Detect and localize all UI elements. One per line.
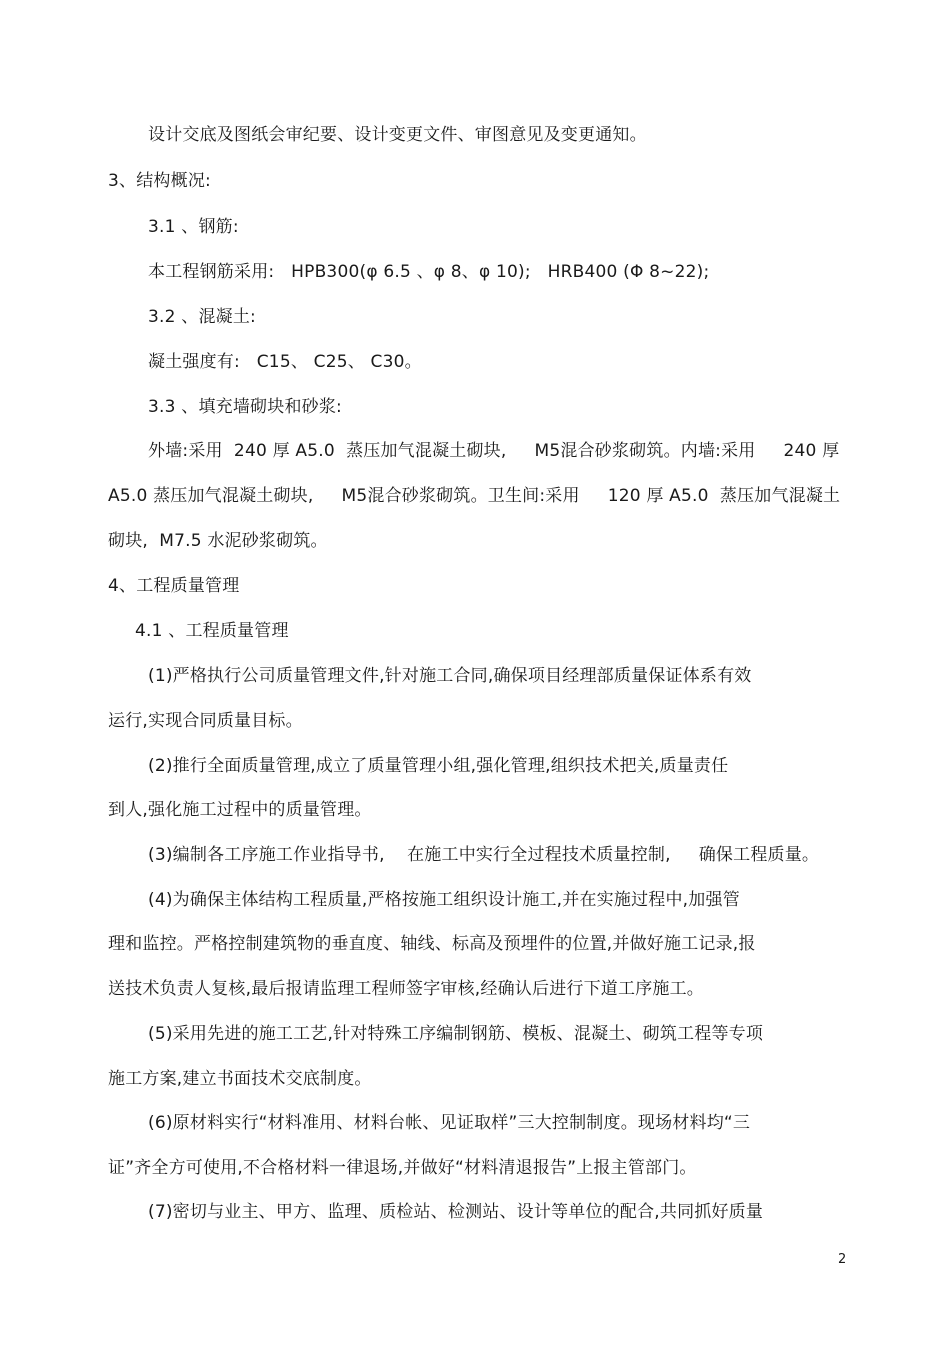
- item-5-line-2: 施工方案,建立书面技术交底制度。: [108, 1069, 372, 1089]
- item-6-line-2: 证”齐全方可使用,不合格材料一律退场,并做好“材料清退报告”上报主管部门。: [108, 1158, 697, 1178]
- subheading-quality-management: 4.1 、工程质量管理: [135, 621, 289, 641]
- paragraph-concrete-strength: 凝土强度有: C15、 C25、 C30。: [148, 352, 422, 372]
- item-7-line-1: (7)密切与业主、甲方、监理、质检站、检测站、设计等单位的配合,共同抓好质量: [148, 1202, 764, 1222]
- item-5-line-1: (5)采用先进的施工工艺,针对特殊工序编制钢筋、模板、混凝土、砌筑工程等专项: [148, 1024, 764, 1044]
- paragraph-infill-line-1: 外墙:采用 240 厚 A5.0 蒸压加气混凝土砌块, M5混合砂浆砌筑。内墙:采用 240 厚: [148, 441, 840, 461]
- item-4-line-1: (4)为确保主体结构工程质量,严格按施工组织设计施工,并在实施过程中,加强管: [148, 890, 740, 910]
- paragraph-infill-line-2: A5.0 蒸压加气混凝土砌块, M5混合砂浆砌筑。卫生间:采用 120 厚 A5.0 蒸压加气混凝土: [108, 486, 841, 506]
- item-6-line-1: (6)原材料实行“材料准用、材料台帐、见证取样”三大控制制度。现场材料均“三: [148, 1113, 751, 1133]
- heading-structure-overview: 3、结构概况:: [108, 171, 211, 191]
- page-number: 2: [838, 1252, 847, 1267]
- subheading-infill-wall: 3.3 、填充墙砌块和砂浆:: [148, 397, 342, 417]
- item-2-line-2: 到人,强化施工过程中的质量管理。: [108, 800, 372, 820]
- item-1-line-2: 运行,实现合同质量目标。: [108, 711, 303, 731]
- subheading-rebar: 3.1 、钢筋:: [148, 217, 239, 237]
- item-1-line-1: (1)严格执行公司质量管理文件,针对施工合同,确保项目经理部质量保证体系有效: [148, 666, 752, 686]
- item-4-line-2: 理和监控。严格控制建筑物的垂直度、轴线、标高及预埋件的位置,并做好施工记录,报: [108, 934, 756, 954]
- paragraph-infill-line-3: 砌块, M7.5 水泥砂浆砌筑。: [108, 531, 328, 551]
- heading-quality-management: 4、工程质量管理: [108, 576, 240, 596]
- item-4-line-3: 送技术负责人复核,最后报请监理工程师签字审核,经确认后进行下道工序施工。: [108, 979, 705, 999]
- item-2-line-1: (2)推行全面质量管理,成立了质量管理小组,强化管理,组织技术把关,质量责任: [148, 756, 729, 776]
- paragraph-rebar-spec: 本工程钢筋采用: HPB300(φ 6.5 、φ 8、φ 10); HRB400 (Φ 8~22);: [148, 262, 710, 282]
- item-3-line-1: (3)编制各工序施工作业指导书, 在施工中实行全过程技术质量控制, 确保工程质量。: [148, 845, 820, 865]
- paragraph-design-docs: 设计交底及图纸会审纪要、设计变更文件、审图意见及变更通知。: [148, 125, 647, 145]
- subheading-concrete: 3.2 、混凝土:: [148, 307, 256, 327]
